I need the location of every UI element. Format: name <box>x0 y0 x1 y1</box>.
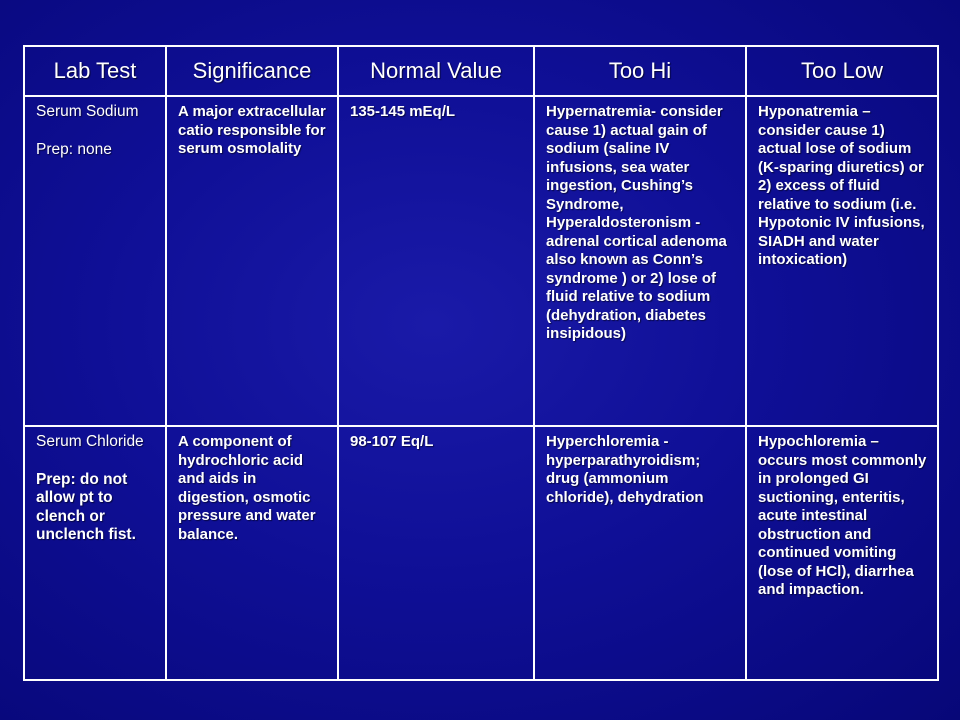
cell-too-hi: Hypernatremia- consider cause 1) actual gain of sodium (saline IV infusions, sea water ingestion, Cushing’s Syndrome, Hyperaldosteronism - adrenal cortical adenoma also known as Conn’s syndrome ) or 2) lose of fluid relative to sodium (dehydration, diabetes insipidous) <box>534 96 746 426</box>
lab-test-prep: Prep: do not allow pt to clench or unclench fist. <box>36 470 136 543</box>
lab-test-prep: Prep: none <box>36 140 112 158</box>
cell-too-low: Hypochloremia – occurs most commonly in prolonged GI suctioning, enteritis, acute intestinal obstruction and continued vomiting (lose of HCl), diarrhea and impaction. <box>746 426 938 680</box>
cell-too-low: Hyponatremia – consider cause 1) actual lose of sodium (K-sparing diuretics) or 2) excess of fluid relative to sodium (i.e. Hypotonic IV infusions, SIADH and water intoxication) <box>746 96 938 426</box>
lab-test-name: Serum Sodium <box>36 103 139 120</box>
header-significance: Significance <box>166 46 338 96</box>
lab-values-table <box>23 45 939 681</box>
table-row <box>24 426 938 680</box>
header-too-low: Too Low <box>746 46 938 96</box>
header-normal-value: Normal Value <box>338 46 534 96</box>
cell-too-hi: Hyperchloremia - hyperparathyroidism; drug (ammonium chloride), dehydration <box>534 426 746 680</box>
lab-test-name: Serum Chloride <box>36 433 144 450</box>
cell-significance: A major extracellular catio responsible for serum osmolality <box>166 96 338 426</box>
cell-lab-test <box>24 96 166 426</box>
table-row <box>24 96 938 426</box>
cell-normal-value: 135-145 mEq/L <box>338 96 534 426</box>
header-row <box>24 46 938 96</box>
header-lab-test: Lab Test <box>24 46 166 96</box>
cell-significance: A component of hydrochloric acid and aids in digestion, osmotic pressure and water balance. <box>166 426 338 680</box>
header-too-hi: Too Hi <box>534 46 746 96</box>
cell-normal-value: 98-107 Eq/L <box>338 426 534 680</box>
cell-lab-test <box>24 426 166 680</box>
